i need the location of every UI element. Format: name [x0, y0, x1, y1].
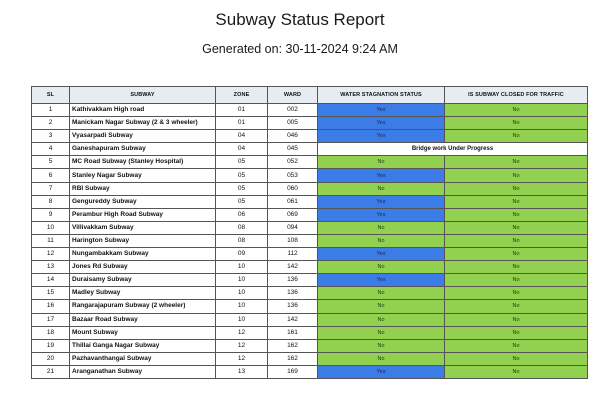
cell-ward: 112	[268, 248, 318, 261]
cell-subway-name: Aranganathan Subway	[70, 365, 216, 378]
cell-closed-for-traffic: No	[445, 326, 588, 339]
cell-zone: 01	[216, 104, 268, 117]
cell-zone: 04	[216, 130, 268, 143]
cell-water-stagnation: No	[318, 300, 445, 313]
table-row	[32, 208, 588, 221]
cell-subway-name: Stanley Nagar Subway	[70, 169, 216, 182]
cell-zone: 01	[216, 117, 268, 130]
header-ward: WARD	[268, 87, 318, 104]
table-row	[32, 130, 588, 143]
cell-sl: 13	[32, 261, 70, 274]
cell-ward: 162	[268, 339, 318, 352]
cell-ward: 052	[268, 156, 318, 169]
cell-closed-for-traffic: No	[445, 352, 588, 365]
cell-subway-name: Nungambakkam Subway	[70, 248, 216, 261]
cell-water-stagnation: Yes	[318, 208, 445, 221]
table-row	[32, 104, 588, 117]
table-row	[32, 287, 588, 300]
cell-water-stagnation: No	[318, 287, 445, 300]
cell-zone: 12	[216, 352, 268, 365]
cell-subway-name: Bazaar Road Subway	[70, 313, 216, 326]
cell-sl: 9	[32, 208, 70, 221]
cell-closed-for-traffic: No	[445, 365, 588, 378]
cell-closed-for-traffic: No	[445, 261, 588, 274]
cell-subway-name: Ganeshapuram Subway	[70, 143, 216, 156]
cell-ward: 045	[268, 143, 318, 156]
cell-zone: 10	[216, 261, 268, 274]
cell-sl: 18	[32, 326, 70, 339]
cell-water-stagnation: No	[318, 234, 445, 247]
cell-ward: 094	[268, 221, 318, 234]
cell-subway-name: Pazhavanthangal Subway	[70, 352, 216, 365]
cell-sl: 7	[32, 182, 70, 195]
cell-ward: 002	[268, 104, 318, 117]
cell-water-stagnation: Yes	[318, 195, 445, 208]
cell-sl: 15	[32, 287, 70, 300]
cell-closed-for-traffic: No	[445, 221, 588, 234]
cell-subway-name: Madley Subway	[70, 287, 216, 300]
cell-ward: 046	[268, 130, 318, 143]
cell-sl: 14	[32, 274, 70, 287]
table-header-row	[32, 87, 588, 104]
cell-water-stagnation: Yes	[318, 130, 445, 143]
cell-subway-name: Rangarajapuram Subway (2 wheeler)	[70, 300, 216, 313]
cell-sl: 10	[32, 221, 70, 234]
cell-sl: 5	[32, 156, 70, 169]
cell-water-stagnation: Yes	[318, 117, 445, 130]
cell-subway-name: Villivakkam Subway	[70, 221, 216, 234]
cell-water-stagnation: Yes	[318, 104, 445, 117]
table-row	[32, 365, 588, 378]
cell-sl: 12	[32, 248, 70, 261]
table-body	[32, 104, 588, 379]
header-zone: ZONE	[216, 87, 268, 104]
cell-closed-for-traffic: No	[445, 274, 588, 287]
cell-sl: 8	[32, 195, 70, 208]
table-row	[32, 169, 588, 182]
cell-zone: 05	[216, 169, 268, 182]
cell-water-stagnation: No	[318, 339, 445, 352]
cell-closed-for-traffic: No	[445, 248, 588, 261]
cell-subway-name: Duraisamy Subway	[70, 274, 216, 287]
cell-zone: 12	[216, 339, 268, 352]
cell-water-stagnation: Yes	[318, 365, 445, 378]
cell-sl: 17	[32, 313, 70, 326]
cell-water-stagnation: No	[318, 221, 445, 234]
cell-subway-name: MC Road Subway (Stanley Hospital)	[70, 156, 216, 169]
cell-ward: 142	[268, 261, 318, 274]
cell-water-stagnation: Yes	[318, 274, 445, 287]
cell-sl: 20	[32, 352, 70, 365]
table-row	[32, 274, 588, 287]
table-row	[32, 234, 588, 247]
cell-zone: 10	[216, 313, 268, 326]
cell-ward: 169	[268, 365, 318, 378]
cell-ward: 108	[268, 234, 318, 247]
cell-subway-name: Thillai Ganga Nagar Subway	[70, 339, 216, 352]
cell-subway-name: Jones Rd Subway	[70, 261, 216, 274]
cell-closed-for-traffic: No	[445, 169, 588, 182]
cell-closed-for-traffic: No	[445, 287, 588, 300]
cell-zone: 08	[216, 221, 268, 234]
cell-ward: 136	[268, 287, 318, 300]
header-sl: SL	[32, 87, 70, 104]
subway-status-table	[31, 86, 588, 379]
cell-subway-name: Mount Subway	[70, 326, 216, 339]
cell-zone: 10	[216, 300, 268, 313]
cell-ward: 061	[268, 195, 318, 208]
cell-status-note: Bridge work Under Progress	[318, 143, 588, 156]
cell-zone: 10	[216, 274, 268, 287]
cell-subway-name: Harington Subway	[70, 234, 216, 247]
table-row	[32, 117, 588, 130]
cell-subway-name: Vyasarpadi Subway	[70, 130, 216, 143]
cell-sl: 4	[32, 143, 70, 156]
cell-closed-for-traffic: No	[445, 156, 588, 169]
generated-timestamp: Generated on: 30-11-2024 9:24 AM	[202, 42, 398, 56]
cell-closed-for-traffic: No	[445, 339, 588, 352]
cell-closed-for-traffic: No	[445, 300, 588, 313]
cell-water-stagnation: No	[318, 352, 445, 365]
cell-ward: 136	[268, 274, 318, 287]
table-row	[32, 339, 588, 352]
cell-subway-name: Kathivakkam High road	[70, 104, 216, 117]
cell-zone: 09	[216, 248, 268, 261]
cell-closed-for-traffic: No	[445, 117, 588, 130]
cell-zone: 05	[216, 182, 268, 195]
table-row	[32, 156, 588, 169]
cell-sl: 16	[32, 300, 70, 313]
cell-sl: 2	[32, 117, 70, 130]
table-row	[32, 300, 588, 313]
cell-zone: 10	[216, 287, 268, 300]
table-row	[32, 248, 588, 261]
header-subway: SUBWAY	[70, 87, 216, 104]
cell-sl: 19	[32, 339, 70, 352]
cell-water-stagnation: No	[318, 313, 445, 326]
cell-sl: 6	[32, 169, 70, 182]
cell-closed-for-traffic: No	[445, 182, 588, 195]
table-row	[32, 143, 588, 156]
cell-subway-name: Manickam Nagar Subway (2 & 3 wheeler)	[70, 117, 216, 130]
cell-closed-for-traffic: No	[445, 104, 588, 117]
cell-closed-for-traffic: No	[445, 195, 588, 208]
table-row	[32, 352, 588, 365]
cell-ward: 136	[268, 300, 318, 313]
cell-closed-for-traffic: No	[445, 313, 588, 326]
cell-sl: 21	[32, 365, 70, 378]
cell-water-stagnation: Yes	[318, 169, 445, 182]
table-row	[32, 221, 588, 234]
cell-ward: 161	[268, 326, 318, 339]
cell-closed-for-traffic: No	[445, 234, 588, 247]
cell-subway-name: Perambur High Road Subway	[70, 208, 216, 221]
cell-subway-name: RBI Subway	[70, 182, 216, 195]
cell-ward: 142	[268, 313, 318, 326]
cell-subway-name: Gengureddy Subway	[70, 195, 216, 208]
cell-zone: 13	[216, 365, 268, 378]
cell-water-stagnation: No	[318, 326, 445, 339]
cell-zone: 12	[216, 326, 268, 339]
cell-ward: 053	[268, 169, 318, 182]
table-row	[32, 313, 588, 326]
cell-closed-for-traffic: No	[445, 130, 588, 143]
cell-sl: 3	[32, 130, 70, 143]
report-title: Subway Status Report	[215, 10, 385, 29]
cell-zone: 05	[216, 156, 268, 169]
cell-sl: 1	[32, 104, 70, 117]
table-row	[32, 261, 588, 274]
cell-zone: 08	[216, 234, 268, 247]
table-row	[32, 326, 588, 339]
cell-ward: 162	[268, 352, 318, 365]
header-water-stagnation: WATER STAGNATION STATUS	[318, 87, 445, 104]
cell-zone: 04	[216, 143, 268, 156]
cell-water-stagnation: No	[318, 156, 445, 169]
cell-water-stagnation: Yes	[318, 248, 445, 261]
cell-ward: 005	[268, 117, 318, 130]
table-row	[32, 195, 588, 208]
cell-zone: 05	[216, 195, 268, 208]
cell-sl: 11	[32, 234, 70, 247]
table-row	[32, 182, 588, 195]
header-closed-for-traffic: IS SUBWAY CLOSED FOR TRAFFIC	[445, 87, 588, 104]
cell-zone: 06	[216, 208, 268, 221]
cell-closed-for-traffic: No	[445, 208, 588, 221]
cell-ward: 060	[268, 182, 318, 195]
cell-water-stagnation: No	[318, 261, 445, 274]
cell-ward: 069	[268, 208, 318, 221]
cell-water-stagnation: No	[318, 182, 445, 195]
